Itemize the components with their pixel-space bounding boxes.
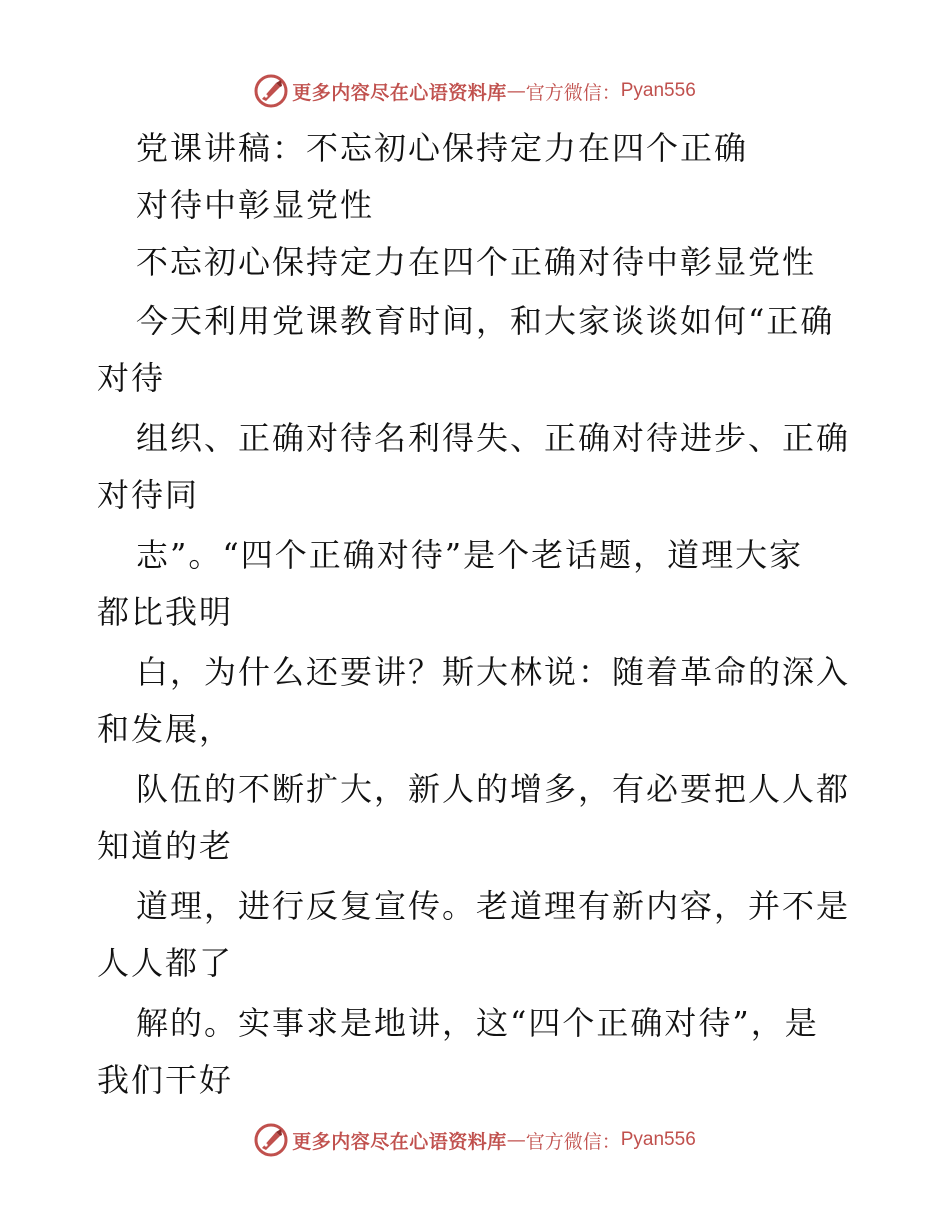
document-subtitle: 不忘初心保持定力在四个正确对待中彰显党性 bbox=[136, 243, 817, 281]
paragraph-line: 对待同 bbox=[97, 476, 200, 514]
pen-nib-logo-icon bbox=[254, 74, 288, 108]
paragraph-line: 志”。“四个正确对待”是个老话题，道理大家 bbox=[136, 536, 804, 574]
banner-account: Pyan556 bbox=[620, 80, 696, 101]
document-title-line-1: 党课讲稿：不忘初心保持定力在四个正确 bbox=[136, 129, 749, 167]
paragraph-line: 对待 bbox=[97, 359, 166, 397]
paragraph-line: 今天利用党课教育时间，和大家谈谈如何“正确 bbox=[136, 302, 835, 340]
paragraph-line: 白，为什么还要讲？斯大林说：随着革命的深入 bbox=[136, 653, 851, 691]
footer-watermark-banner bbox=[0, 1120, 950, 1160]
paragraph-line: 道理，进行反复宣传。老道理有新内容，并不是 bbox=[136, 887, 851, 925]
paragraph-line: 知道的老 bbox=[97, 827, 234, 865]
paragraph-line: 组织、正确对待名利得失、正确对待进步、正确 bbox=[136, 419, 851, 457]
banner-text: 更多内容尽在心语资料库 bbox=[292, 1130, 507, 1153]
paragraph-line: 队伍的不断扩大，新人的增多，有必要把人人都 bbox=[136, 770, 851, 808]
banner-text: 更多内容尽在心语资料库 bbox=[292, 81, 507, 104]
banner-suffix: 官方微信： bbox=[525, 1130, 621, 1153]
banner-account: Pyan556 bbox=[620, 1129, 696, 1150]
paragraph-line: 人人都了 bbox=[97, 944, 234, 982]
header-watermark-banner bbox=[0, 71, 950, 111]
document-title-line-2: 对待中彰显党性 bbox=[136, 186, 375, 224]
paragraph-line: 解的。实事求是地讲，这“四个正确对待”，是 bbox=[136, 1004, 819, 1042]
paragraph-line: 我们干好 bbox=[97, 1061, 234, 1099]
banner-separator: — bbox=[506, 1129, 526, 1151]
banner-separator: — bbox=[506, 80, 526, 102]
pen-nib-logo-icon bbox=[254, 1123, 288, 1157]
paragraph-line: 和发展， bbox=[97, 710, 234, 748]
banner-suffix: 官方微信： bbox=[525, 81, 621, 104]
paragraph-line: 都比我明 bbox=[97, 593, 234, 631]
